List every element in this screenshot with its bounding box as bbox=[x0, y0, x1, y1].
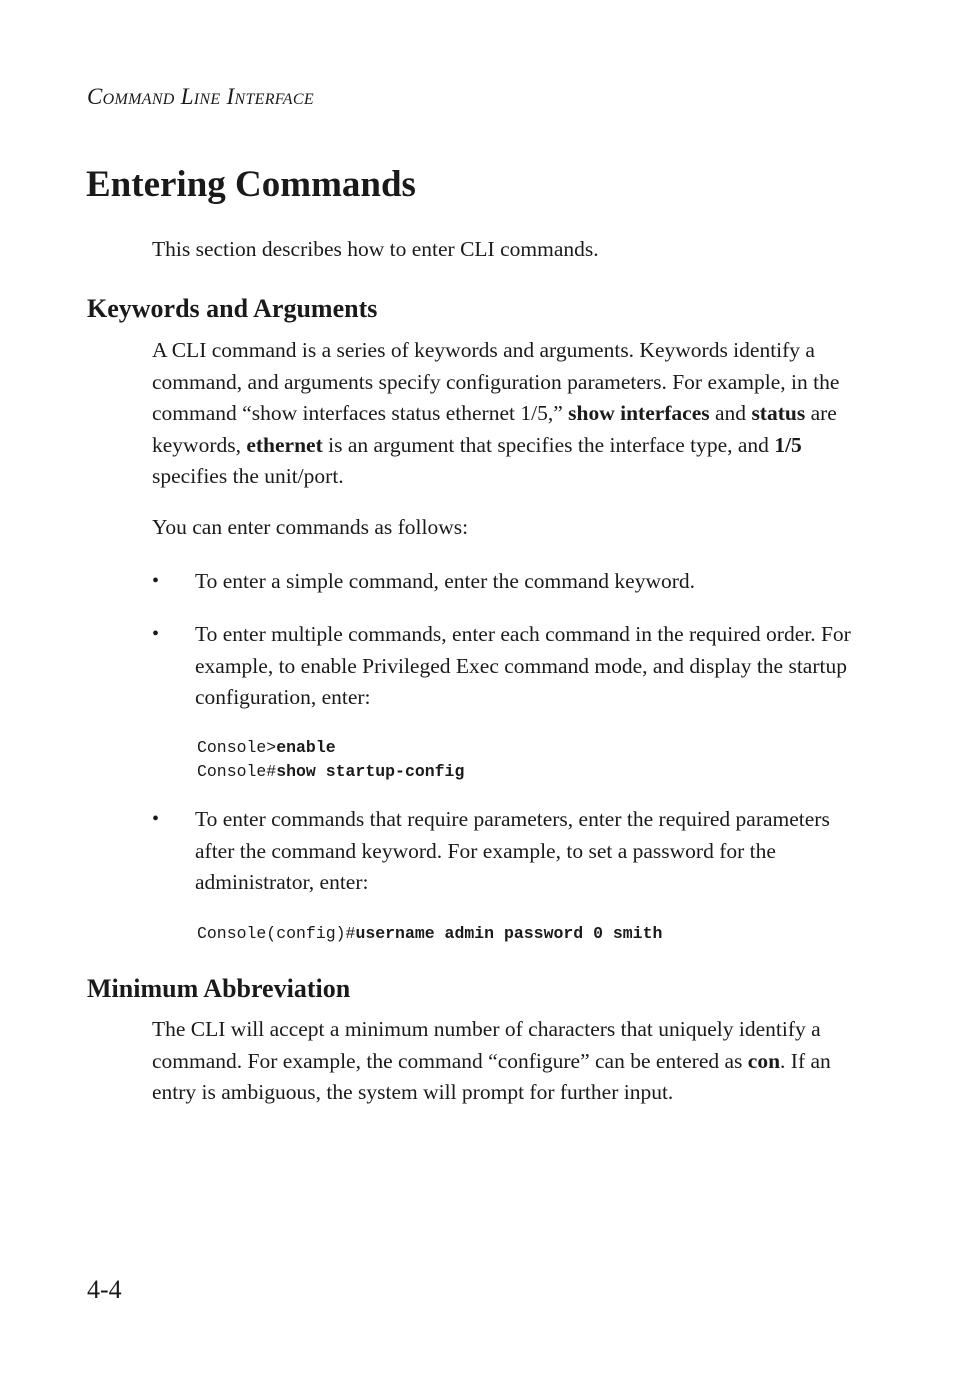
text-run: . If an entry is ambiguous, the system will prompt for further input. bbox=[152, 1048, 831, 1104]
code-prompt: Console> bbox=[197, 738, 277, 757]
text-run: and bbox=[709, 401, 752, 425]
code-command: username admin password 0 smith bbox=[355, 924, 663, 943]
running-head: Command Line Interface bbox=[87, 84, 314, 109]
bullet-marker: • bbox=[152, 570, 160, 592]
code-block-username bbox=[197, 922, 662, 946]
keywords-paragraph bbox=[152, 335, 852, 493]
page-number: 4-4 bbox=[87, 1275, 122, 1304]
abbreviation-paragraph bbox=[152, 1014, 852, 1109]
commands-intro: You can enter commands as follows: bbox=[152, 515, 469, 539]
keyword-con: con bbox=[747, 1048, 781, 1073]
text-run: specifies the unit/port. bbox=[152, 464, 344, 488]
code-command: show startup-config bbox=[276, 762, 465, 781]
keyword-status: status bbox=[751, 401, 806, 425]
keyword-show-interfaces: show interfaces bbox=[568, 401, 710, 425]
bullet-multiple-commands: To enter multiple commands, enter each command in the required order. For example, to enable Privileged Exec command mode, and display the startup configuration, enter: bbox=[195, 622, 851, 709]
code-block-enable bbox=[197, 736, 464, 784]
bullet-marker: • bbox=[152, 808, 160, 830]
keywords-heading: Keywords and Arguments bbox=[87, 294, 378, 323]
code-prompt: Console(config)# bbox=[197, 924, 356, 943]
page-title: Entering Commands bbox=[86, 164, 416, 205]
argument-ethernet: ethernet bbox=[246, 432, 323, 457]
text-run: are keywords, bbox=[152, 401, 837, 457]
code-prompt: Console# bbox=[197, 762, 277, 781]
argument-unit-port: 1/5 bbox=[774, 432, 802, 457]
bullet-parameters: To enter commands that require parameters, enter the required parameters after the command keyword. For example, to set a password for the administrator, enter: bbox=[195, 807, 830, 894]
bullet-marker: • bbox=[152, 623, 160, 645]
text-run: The CLI will accept a minimum number of characters that uniquely identify a command. For example, the command “configure” can be entered as bbox=[152, 1017, 821, 1073]
text-run: A CLI command is a series of keywords and arguments. Keywords identify a command, and arguments specify configuration parameters. For example, in the command “show interfaces status ethernet 1/5,” bbox=[152, 338, 840, 425]
abbreviation-heading: Minimum Abbreviation bbox=[87, 974, 351, 1003]
section-intro: This section describes how to enter CLI commands. bbox=[152, 237, 599, 261]
text-run: is an argument that specifies the interface type, and bbox=[322, 432, 775, 457]
code-command: enable bbox=[276, 738, 336, 757]
bullet-simple-command: To enter a simple command, enter the command keyword. bbox=[195, 569, 696, 593]
